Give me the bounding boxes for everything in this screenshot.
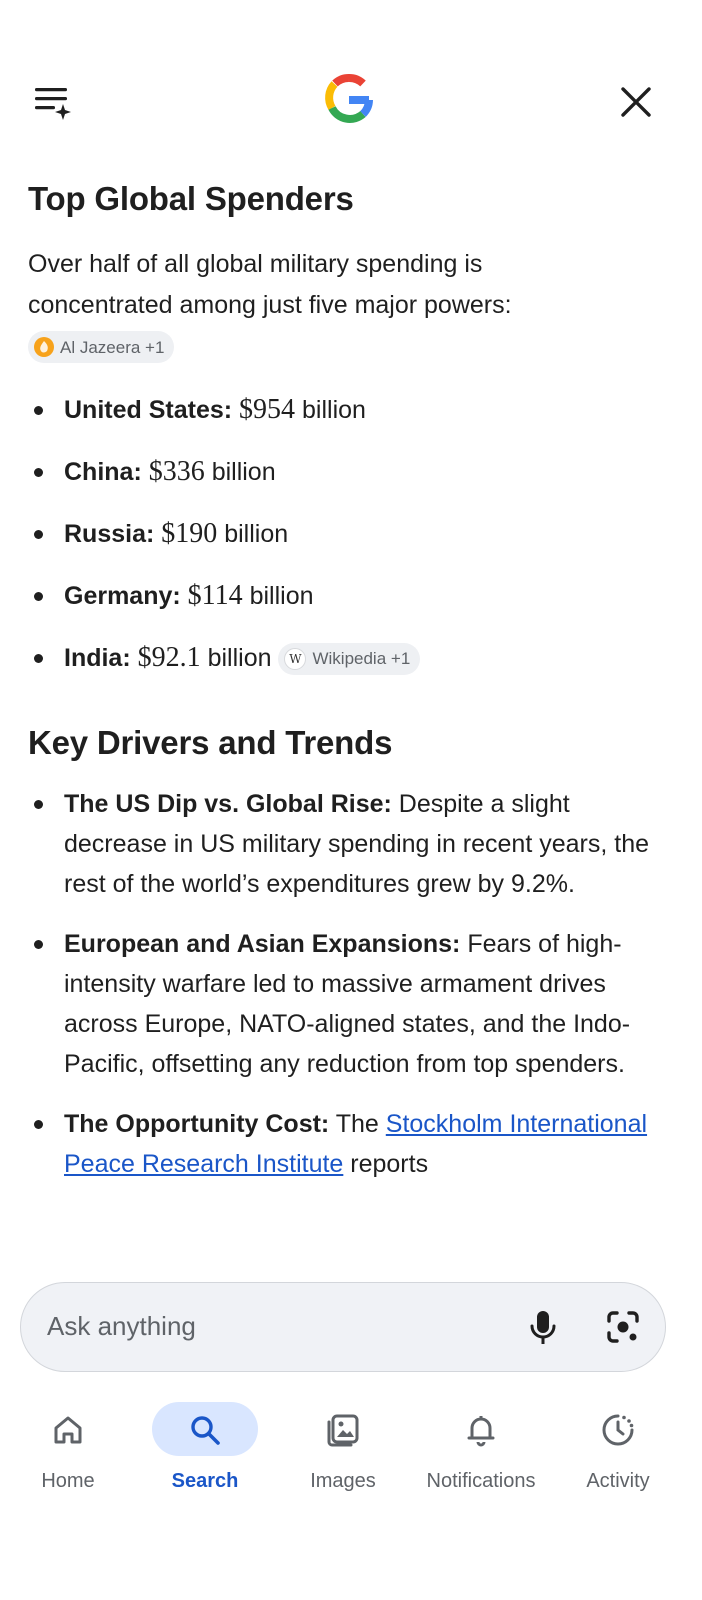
country-name: United States:: [64, 396, 233, 424]
wikipedia-logo-icon: W: [284, 648, 306, 670]
country-name: Germany:: [64, 582, 181, 610]
nav-label: Home: [41, 1470, 95, 1492]
lens-icon[interactable]: [601, 1305, 645, 1349]
bullet: [34, 1120, 43, 1129]
item-text: reports: [343, 1150, 429, 1178]
nav-label: Notifications: [426, 1470, 536, 1492]
country-name: India:: [64, 644, 131, 672]
close-icon[interactable]: [614, 80, 658, 124]
al-jazeera-logo-icon: [34, 337, 54, 357]
country-name: Russia:: [64, 520, 155, 548]
amount: $336: [148, 456, 205, 487]
list-item-us-dip: [28, 784, 674, 904]
list-item-china: [28, 452, 674, 514]
unit: billion: [249, 582, 314, 610]
unit: billion: [302, 396, 366, 424]
google-g-logo: [323, 72, 375, 124]
bullet: [34, 940, 43, 949]
ask-placeholder: Ask anything: [47, 1311, 196, 1341]
list-item-opportunity-cost: [28, 1104, 674, 1184]
list-item-russia: [28, 514, 674, 576]
item-text: The: [329, 1110, 386, 1138]
bell-icon: [459, 1410, 503, 1450]
source-chip-label: Al Jazeera +1: [60, 337, 165, 357]
amount: $114: [187, 580, 243, 611]
bullet: [34, 468, 43, 477]
list-item-expansions: [28, 924, 674, 1084]
ask-anything-input[interactable]: [20, 1282, 666, 1372]
list-item-germany: [28, 576, 674, 638]
nav-item-notifications[interactable]: [414, 1400, 548, 1490]
nav-item-search[interactable]: [138, 1400, 272, 1490]
item-heading: The Opportunity Cost:: [64, 1110, 330, 1138]
nav-label: Images: [310, 1470, 376, 1492]
bullet: [34, 592, 43, 601]
amount: $92.1: [137, 642, 201, 673]
source-chip-label: Wikipedia +1: [312, 649, 411, 669]
nav-item-images[interactable]: [276, 1400, 410, 1490]
section-title-key-drivers: Key Drivers and Trends: [28, 724, 393, 761]
ai-overview-content: [28, 170, 674, 1292]
search-icon: [183, 1410, 227, 1450]
amount: $954: [239, 394, 296, 425]
bullet: [34, 800, 43, 809]
bullet: [34, 406, 43, 415]
item-text: Despite a slight decrease in US military spending in recent years, the rest of the world’s expenditures grew by 9.2%.: [64, 790, 650, 898]
list-item-united-states: [28, 390, 674, 452]
bullet: [34, 654, 43, 663]
spenders-list: [28, 390, 674, 700]
source-chip-al-jazeera[interactable]: [28, 331, 174, 363]
intro-paragraph: [28, 244, 558, 367]
intro-text: Over half of all global military spending is concentrated among just five major powers:: [28, 250, 512, 319]
unit: billion: [207, 644, 272, 672]
bullet: [34, 530, 43, 539]
item-text: Fears of high-intensity warfare led to massive armament drives across Europe, NATO-aligned states, and the Indo-Pacific, offsetting any reduction from top spenders.: [64, 930, 631, 1078]
source-chip-wikipedia[interactable]: [278, 643, 420, 675]
top-bar: [0, 0, 702, 170]
item-heading: The US Dip vs. Global Rise:: [64, 790, 392, 818]
drivers-list: [28, 784, 674, 1204]
section-title-top-spenders: Top Global Spenders: [28, 180, 354, 217]
amount: $190: [161, 518, 218, 549]
mic-icon[interactable]: [521, 1305, 565, 1349]
unit: billion: [211, 458, 276, 486]
images-icon: [321, 1410, 365, 1450]
nav-label: Activity: [586, 1470, 650, 1492]
menu-sparkle-icon[interactable]: [30, 80, 74, 124]
nav-item-activity[interactable]: [551, 1400, 685, 1490]
bottom-navigation: [0, 1392, 702, 1600]
activity-icon: [596, 1410, 640, 1450]
nav-item-home[interactable]: [1, 1400, 135, 1490]
unit: billion: [224, 520, 289, 548]
home-icon: [46, 1410, 90, 1450]
country-name: China:: [64, 458, 142, 486]
list-item-india: [28, 638, 674, 700]
nav-label: Search: [171, 1470, 239, 1492]
sipri-link[interactable]: Stockholm International Peace Research Institute: [64, 1110, 648, 1178]
item-heading: European and Asian Expansions:: [64, 930, 461, 958]
